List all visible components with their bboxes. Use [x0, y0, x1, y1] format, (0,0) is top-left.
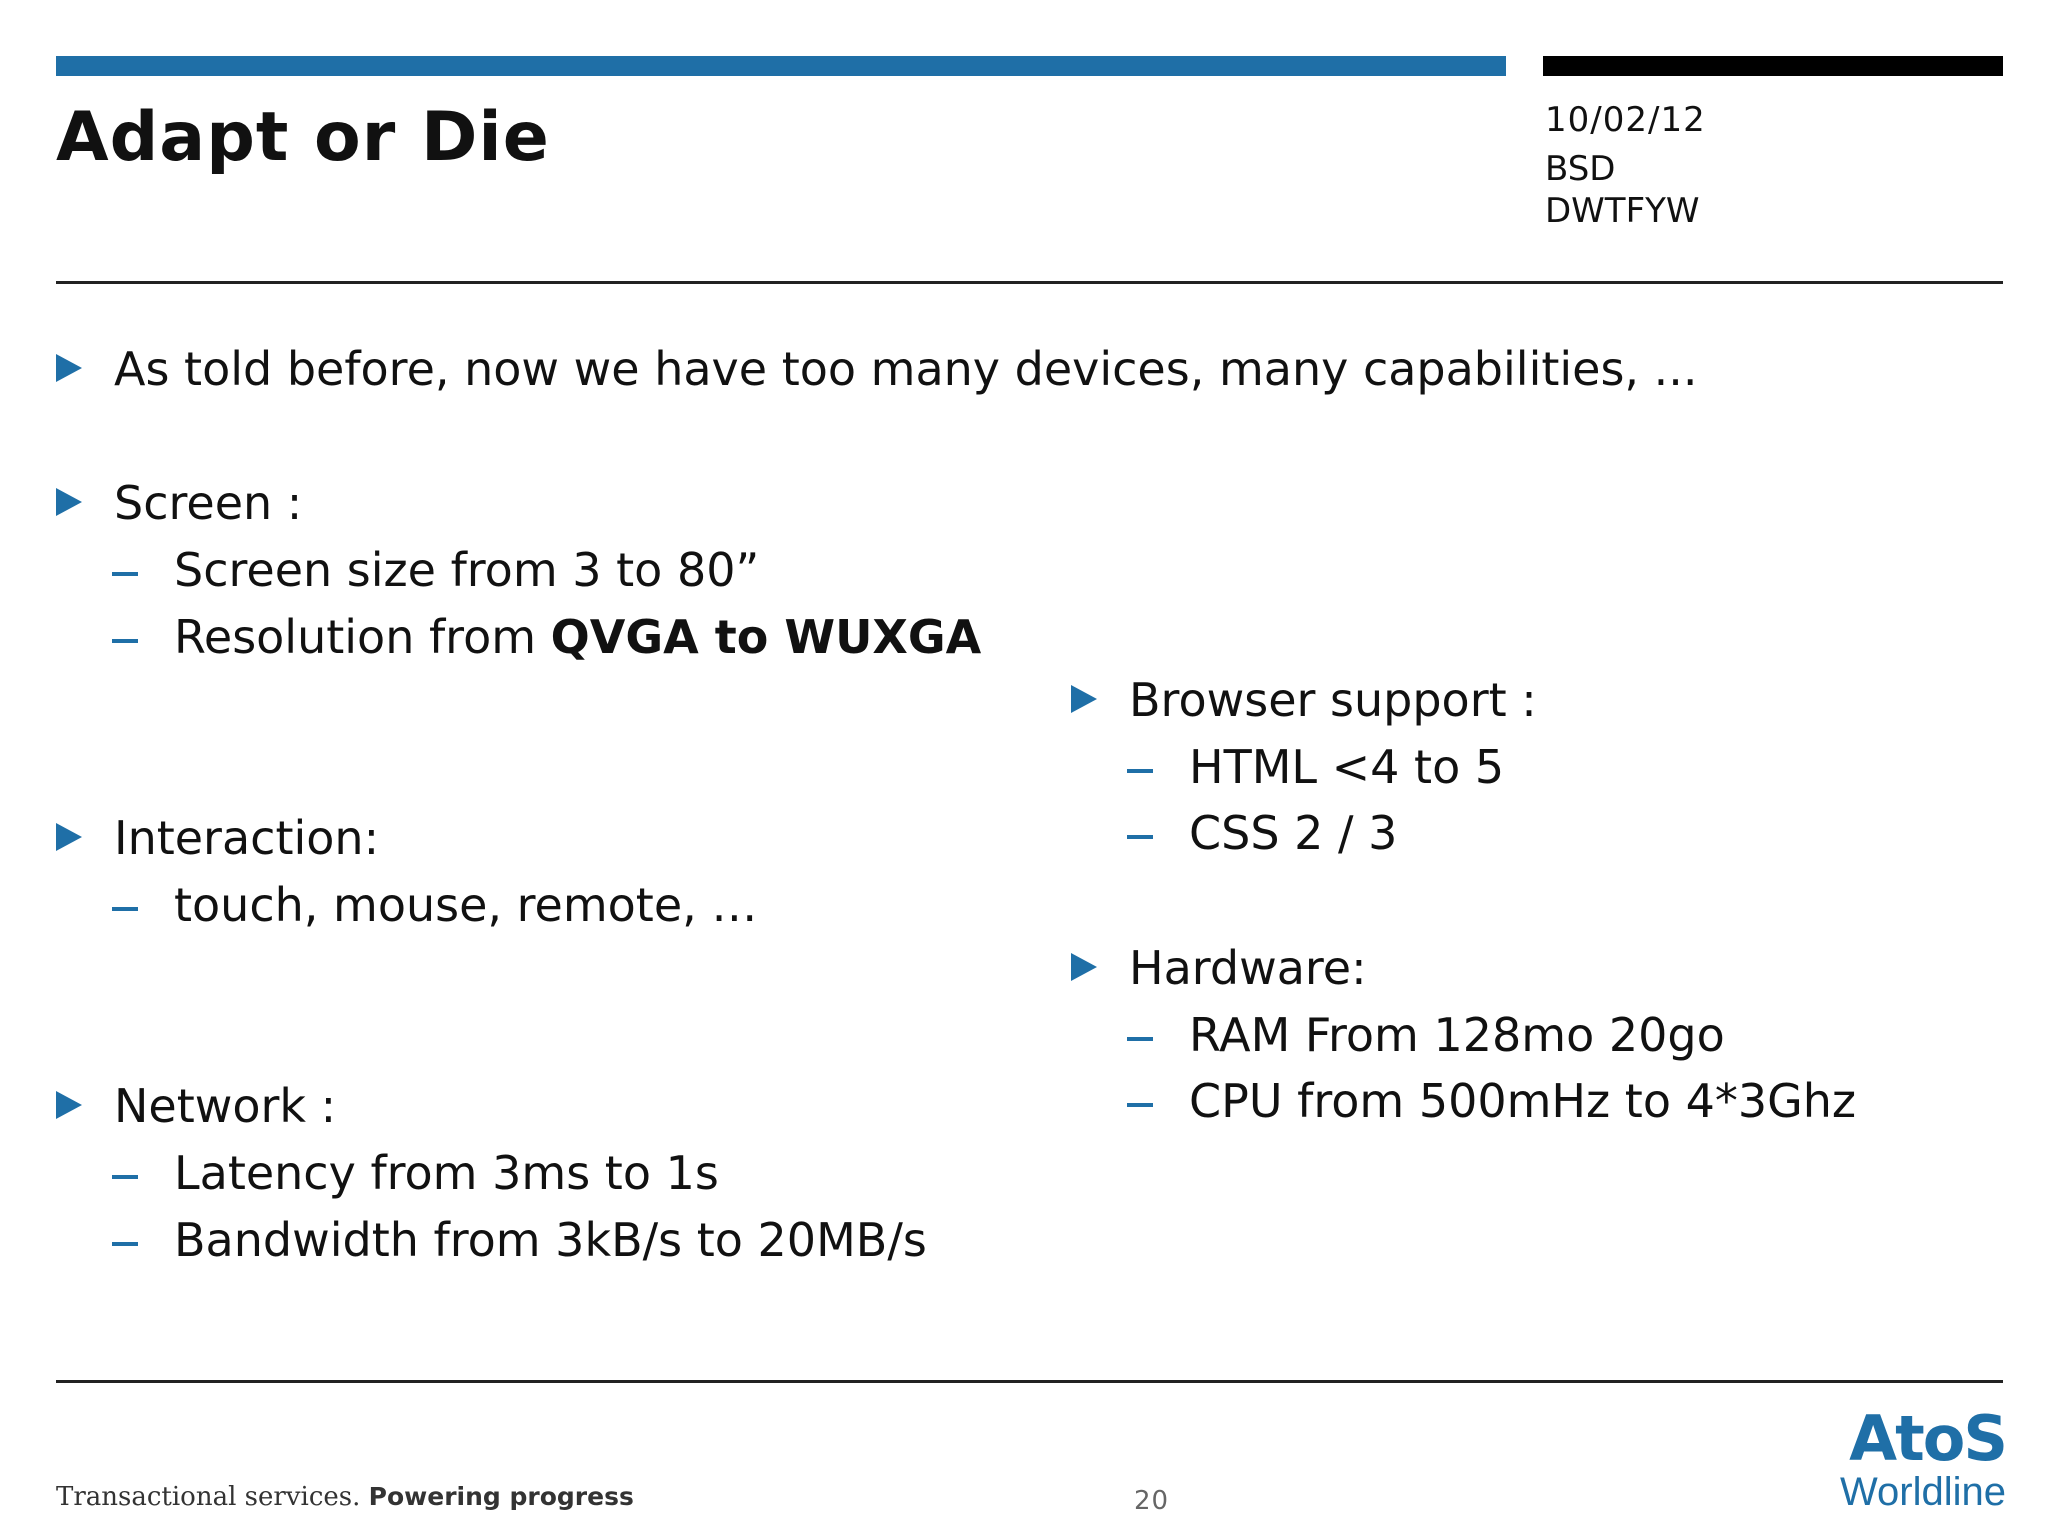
slide-meta-line-2: DWTFYW	[1545, 191, 1700, 231]
sub-bullet-text: Latency from 3ms to 1s	[174, 1146, 719, 1200]
header-divider	[56, 281, 2003, 284]
footer-tagline	[56, 1482, 634, 1512]
slide-meta-line-1: BSD	[1545, 149, 1616, 189]
tagline-regular: Transactional services.	[56, 1482, 369, 1512]
triangle-bullet-icon	[1071, 953, 1097, 981]
triangle-bullet-icon	[56, 488, 82, 516]
triangle-bullet-icon	[56, 823, 82, 851]
footer-divider	[56, 1380, 2003, 1383]
sub-bullet-text	[174, 610, 982, 664]
bullet-heading: Browser support :	[1129, 673, 1537, 727]
bullet-heading: Screen :	[114, 476, 303, 530]
dash-bullet-icon	[1127, 1037, 1153, 1041]
triangle-bullet-icon	[56, 1091, 82, 1119]
bullet-heading: Network :	[114, 1079, 337, 1133]
bullet-heading: Hardware:	[1129, 941, 1367, 995]
resolution-prefix: Resolution from	[174, 610, 551, 664]
sub-bullet-text: RAM From 128mo 20go	[1189, 1008, 1725, 1062]
sub-bullet-text: Screen size from 3 to 80”	[174, 543, 760, 597]
triangle-bullet-icon	[56, 354, 82, 382]
resolution-range: QVGA to WUXGA	[550, 610, 982, 664]
dash-bullet-icon	[1127, 835, 1153, 839]
sub-bullet-text: HTML <4 to 5	[1189, 740, 1505, 794]
dash-bullet-icon	[112, 1242, 138, 1246]
sub-bullet-text: Bandwidth from 3kB/s to 20MB/s	[174, 1213, 927, 1267]
slide-date: 10/02/12	[1545, 100, 1706, 140]
slide-title: Adapt or Die	[56, 98, 550, 177]
triangle-bullet-icon	[1071, 685, 1097, 713]
logo-wordmark-bottom: Worldline	[1840, 1470, 2006, 1514]
sub-bullet-text: CPU from 500mHz to 4*3Ghz	[1189, 1074, 1857, 1128]
sub-bullet-text: CSS 2 / 3	[1189, 806, 1398, 860]
dash-bullet-icon	[112, 572, 138, 576]
dash-bullet-icon	[112, 1175, 138, 1179]
header-black-bar	[1543, 56, 2003, 76]
header-accent-bar	[56, 56, 1506, 76]
company-logo	[1826, 1402, 2006, 1514]
bullet-heading: Interaction:	[114, 811, 380, 865]
dash-bullet-icon	[112, 907, 138, 911]
logo-wordmark-top: AtoS	[1849, 1402, 2006, 1475]
sub-bullet-text: touch, mouse, remote, …	[174, 878, 758, 932]
tagline-bold: Powering progress	[368, 1482, 634, 1511]
dash-bullet-icon	[112, 639, 138, 643]
dash-bullet-icon	[1127, 1103, 1153, 1107]
page-number: 20	[1134, 1486, 1170, 1516]
dash-bullet-icon	[1127, 769, 1153, 773]
bullet-text: As told before, now we have too many devices, many capabilities, ...	[114, 342, 1698, 396]
